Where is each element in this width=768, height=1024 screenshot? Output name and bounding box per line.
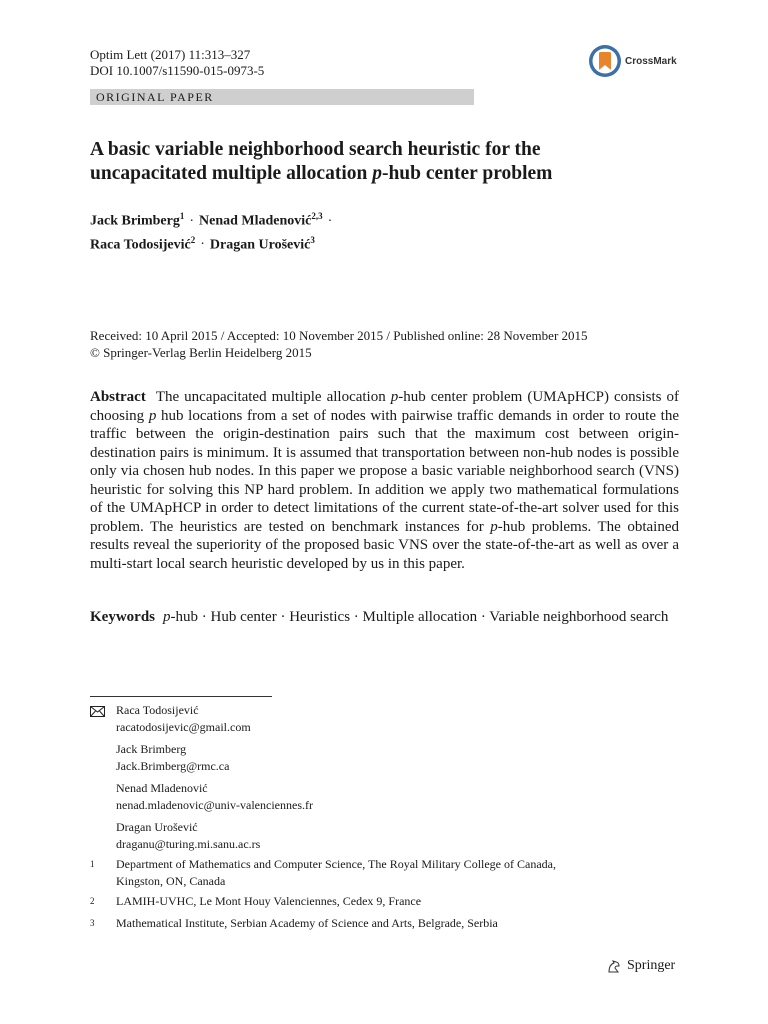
author-separator: ·	[327, 213, 333, 229]
abstract	[90, 388, 679, 573]
abstract-variable: p	[490, 518, 498, 535]
springer-label: Springer	[627, 958, 676, 973]
affiliation-3	[90, 915, 680, 932]
contact-entry	[116, 741, 650, 774]
abstract-variable: p	[148, 407, 157, 424]
author-line-2	[90, 231, 690, 255]
paper-title	[90, 138, 690, 186]
affiliation-number: 3	[90, 918, 95, 928]
journal-citation	[90, 47, 264, 79]
keyword-text: -hub	[170, 609, 198, 625]
contact-name: Raca Todosijević	[116, 703, 199, 717]
author-affil-sup: 2,3	[311, 211, 323, 221]
affiliation-line: Department of Mathematics and Computer Science, The Royal Military College of Canada,	[116, 857, 556, 871]
abstract-text: -hub problems. The obtained results reveal the superiority of the proposed basic VNS over the state-of-the-art as well as over a multi-start local search heuristic developed by us in this paper.	[90, 518, 679, 572]
crossmark-label: CrossMark	[625, 55, 677, 67]
author-affil-sup: 2	[190, 234, 196, 245]
copyright-line: © Springer-Verlag Berlin Heidelberg 2015	[90, 345, 312, 360]
author-separator: ·	[200, 237, 205, 253]
contact-list	[90, 702, 650, 858]
contact-email[interactable]: racatodosijevic@gmail.com	[116, 719, 251, 734]
article-type-banner: ORIGINAL PAPER	[90, 89, 474, 105]
author-name[interactable]: Jack Brimberg	[90, 213, 180, 229]
keywords-heading: Keywords	[90, 609, 155, 625]
affiliation-text	[116, 856, 680, 889]
contact-name: Dragan Urošević	[116, 820, 198, 834]
envelope-icon	[90, 706, 105, 717]
title-text: -hub center problem	[381, 163, 553, 184]
springer-logo[interactable]	[606, 958, 675, 974]
affiliation-text: Mathematical Institute, Serbian Academy of Science and Arts, Belgrade, Serbia	[116, 916, 498, 930]
title-text: uncapacitated multiple allocation	[90, 163, 373, 184]
abstract-text: hub locations from a set of nodes with pairwise traffic demands in order to route the traffic between the origin-destination pairs such that the maximum cost between origin-destination pairs is minimum. It is assumed that transportation between non-hub nodes is possible only via chosen hub nodes. In this paper we propose a basic variable neighborhood search (VNS) heuristic for solving this NP hard problem. In addition we apply two mathematical formulations of the UMApHCP in order to detect limitations of the current state-of-the-art solver used for this problem. The heuristics are tested on benchmark instances for	[90, 407, 679, 535]
title-line-2	[90, 162, 690, 186]
contact-entry	[116, 780, 650, 813]
abstract-text: The uncapacitated multiple allocation	[155, 389, 391, 405]
contact-name: Jack Brimberg	[116, 742, 187, 756]
contact-email[interactable]: draganu@turing.mi.sanu.ac.rs	[116, 836, 261, 851]
author-separator: ·	[189, 213, 194, 229]
author-affil-sup: 3	[310, 234, 315, 245]
affiliation-1	[90, 856, 680, 889]
author-name[interactable]: Dragan Urošević	[209, 237, 311, 253]
contact-email[interactable]: Jack.Brimberg@rmc.ca	[116, 758, 230, 773]
author-name[interactable]: Nenad Mladenović	[199, 213, 312, 229]
author-list	[90, 207, 690, 254]
contact-entry	[116, 819, 650, 852]
contact-name: Nenad Mladenović	[116, 781, 208, 795]
abstract-text: -hub center problem (UMApHCP) consists of choosing	[90, 389, 679, 424]
contact-entry	[116, 702, 650, 735]
crossmark-badge[interactable]	[588, 44, 692, 78]
received-accepted-line: Received: 10 April 2015 / Accepted: 10 November 2015 / Published online: 28 November 2015	[90, 328, 588, 343]
abstract-heading: Abstract	[90, 389, 146, 405]
keyword-list: · Hub center · Heuristics · Multiple allocation · Variable neighborhood search	[198, 609, 669, 625]
author-name[interactable]: Raca Todosijević	[90, 237, 191, 253]
affiliation-2	[90, 893, 680, 910]
author-line-1	[90, 207, 690, 231]
title-variable: p	[372, 163, 382, 184]
crossmark-icon	[588, 44, 622, 78]
affiliation-text: LAMIH-UVHC, Le Mont Houy Valenciennes, Cedex 9, France	[116, 894, 422, 908]
keywords	[90, 608, 679, 627]
affiliation-number: 2	[90, 896, 95, 906]
affiliation-line: Kingston, ON, Canada	[116, 873, 226, 888]
doi-line: DOI 10.1007/s11590-015-0973-5	[90, 63, 265, 78]
abstract-variable: p	[390, 389, 399, 405]
journal-line: Optim Lett (2017) 11:313–327	[90, 47, 251, 62]
contact-email[interactable]: nenad.mladenovic@univ-valenciennes.fr	[116, 797, 313, 812]
springer-horse-icon	[606, 958, 622, 974]
affiliation-number: 1	[90, 859, 95, 869]
author-affil-sup: 1	[179, 211, 185, 221]
keyword-variable: p	[163, 609, 171, 625]
footnote-divider	[90, 696, 272, 697]
publication-dates	[90, 327, 690, 361]
title-line-1: A basic variable neighborhood search heuristic for the	[90, 139, 541, 160]
